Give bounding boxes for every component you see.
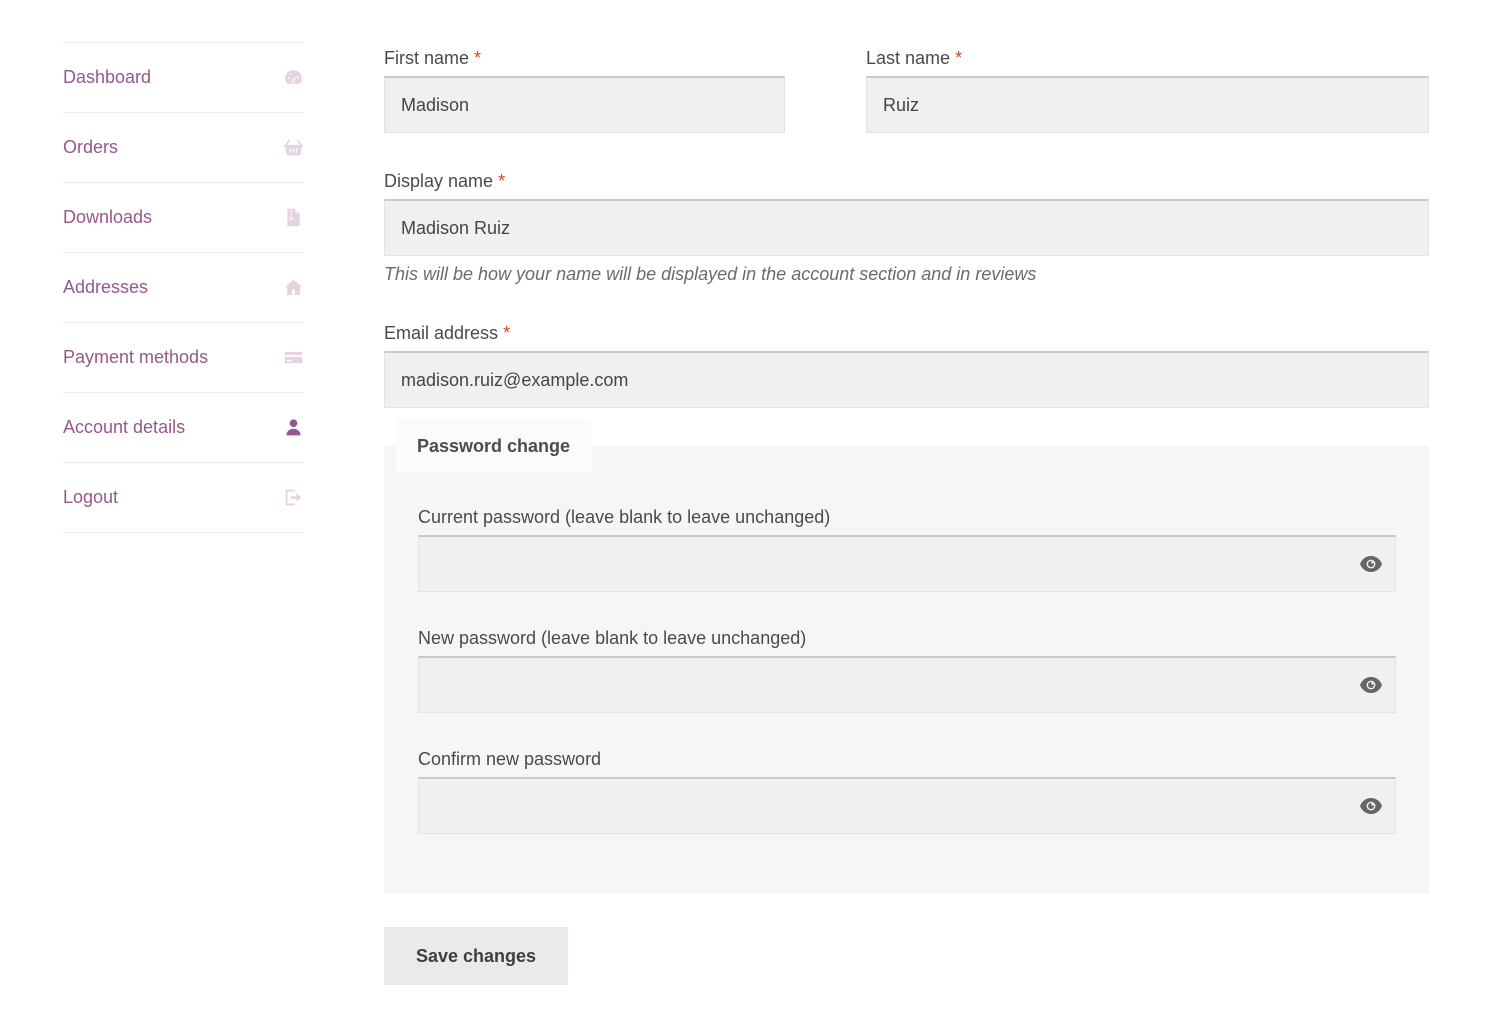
zip-file-icon [283,207,304,228]
sidebar-item-dashboard[interactable] [63,43,304,113]
new-password-input[interactable] [418,656,1396,713]
basket-icon [283,137,304,158]
sidebar-item-orders[interactable] [63,113,304,183]
sidebar-item-label: Account details [63,417,186,437]
sidebar-item-addresses[interactable] [63,253,304,323]
show-confirm-password-button[interactable] [1359,797,1383,815]
confirm-password-field [418,749,1396,834]
sidebar-item-downloads[interactable] [63,183,304,253]
first-name-field [384,48,785,133]
new-password-label: New password (leave blank to leave unchanged) [418,628,807,648]
confirm-password-input[interactable] [418,777,1396,834]
sidebar-item-label: Logout [63,487,119,507]
sidebar-item-account-details[interactable] [63,393,304,463]
gauge-icon [283,67,304,88]
save-changes-button[interactable]: Save changes [384,927,568,985]
account-details-form [384,48,1429,985]
account-sidebar [63,42,304,533]
display-name-label: Display name * [384,171,506,191]
display-name-field [384,171,1429,285]
show-new-password-button[interactable] [1359,676,1383,694]
new-password-field [418,628,1396,713]
credit-card-icon [283,347,304,368]
current-password-input[interactable] [418,535,1396,592]
name-row [384,48,1429,133]
eye-icon [1359,803,1383,818]
current-password-field [418,507,1396,592]
sidebar-item-payment-methods[interactable] [63,323,304,393]
last-name-field [866,48,1429,133]
sidebar-item-label: Dashboard [63,67,152,87]
required-asterisk: * [955,48,963,68]
email-input[interactable] [384,351,1429,408]
current-password-label: Current password (leave blank to leave unchanged) [418,507,831,527]
password-change-legend: Password change [396,419,591,473]
confirm-password-label: Confirm new password [418,749,602,769]
display-name-help-text: This will be how your name will be displayed in the account section and in reviews [384,264,1037,284]
sidebar-item-label: Downloads [63,207,153,227]
required-asterisk: * [503,323,511,343]
last-name-label: Last name * [866,48,963,68]
required-asterisk: * [474,48,482,68]
logout-icon [283,487,304,508]
eye-icon [1359,682,1383,697]
show-current-password-button[interactable] [1359,555,1383,573]
email-label: Email address * [384,323,511,343]
password-change-section [384,436,1429,894]
first-name-input[interactable] [384,76,785,133]
sidebar-item-label: Addresses [63,277,149,297]
sidebar-item-label: Orders [63,137,119,157]
account-nav [63,42,304,533]
display-name-input[interactable] [384,199,1429,256]
required-asterisk: * [498,171,506,191]
eye-icon [1359,561,1383,576]
first-name-label: First name * [384,48,482,68]
sidebar-item-label: Payment methods [63,347,209,367]
sidebar-item-logout[interactable] [63,463,304,533]
home-icon [283,277,304,298]
user-icon [283,417,304,438]
email-field [384,323,1429,408]
last-name-input[interactable] [866,76,1429,133]
